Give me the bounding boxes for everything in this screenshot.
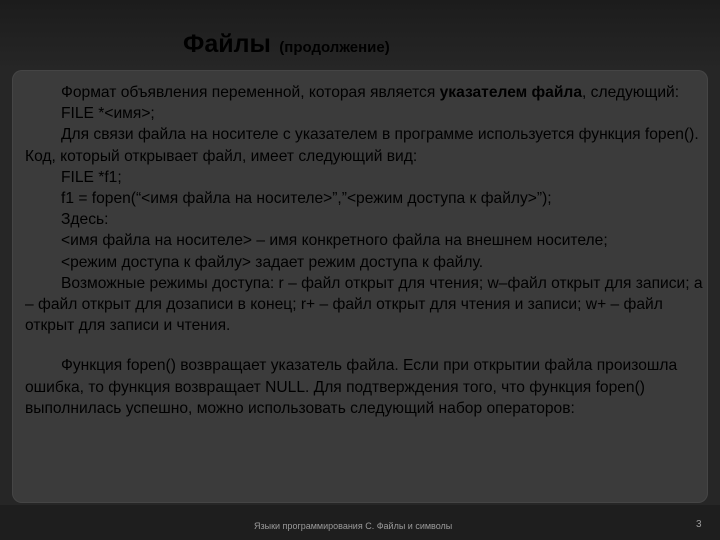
title-main: Файлы: [183, 30, 271, 58]
slide-body: [25, 82, 705, 419]
code-line-file-decl: FILE *<имя>;: [61, 105, 155, 123]
paragraph-mode-def: <режим доступа к файлу> задает режим доступа к файлу.: [61, 253, 484, 271]
paragraph-text: Формат объявления переменной, которая является: [61, 84, 440, 101]
paragraph-filename-def: <имя файла на носителе> – имя конкретного файла на внешнем носителе;: [61, 232, 608, 250]
paragraph-text: , следующий:: [582, 84, 680, 101]
code-line-fopen-call: f1 = fopen(“<имя файла на носителе>”,”<режим доступа к файлу>”);: [61, 190, 552, 208]
slide-title: [183, 30, 390, 59]
paragraph-access-modes: Возможные режимы доступа: r – файл открыт для чтения; w–файл открыт для записи; a – файл открыт для дозаписи в конец; r+ – файл открыт для чтения и записи; w+ – файл открыт для записи и чтения.: [25, 274, 703, 335]
page-number: 3: [696, 519, 702, 530]
slide-footer: Языки программирования С. Файлы и символы: [254, 521, 453, 531]
title-subtitle: (продолжение): [279, 39, 390, 56]
paragraph-here: Здесь:: [61, 211, 109, 229]
code-line-file-f1: FILE *f1;: [61, 168, 122, 186]
paragraph-fopen-return: Функция fopen() возвращает указатель файла. Если при открытии файла произошла ошибка, то функция возвращает NULL. Для подтверждения того, что функция fopen() выполнилась успешно, можно использовать следующий набор операторов:: [25, 357, 678, 417]
paragraph-pointer-format: [25, 82, 705, 103]
paragraph-fopen-intro: Для связи файла на носителе с указателем в программе используется функция fopen(). Код, который открывает файл, имеет следующий вид:: [25, 126, 699, 165]
bold-term: указателем файла: [439, 84, 583, 101]
